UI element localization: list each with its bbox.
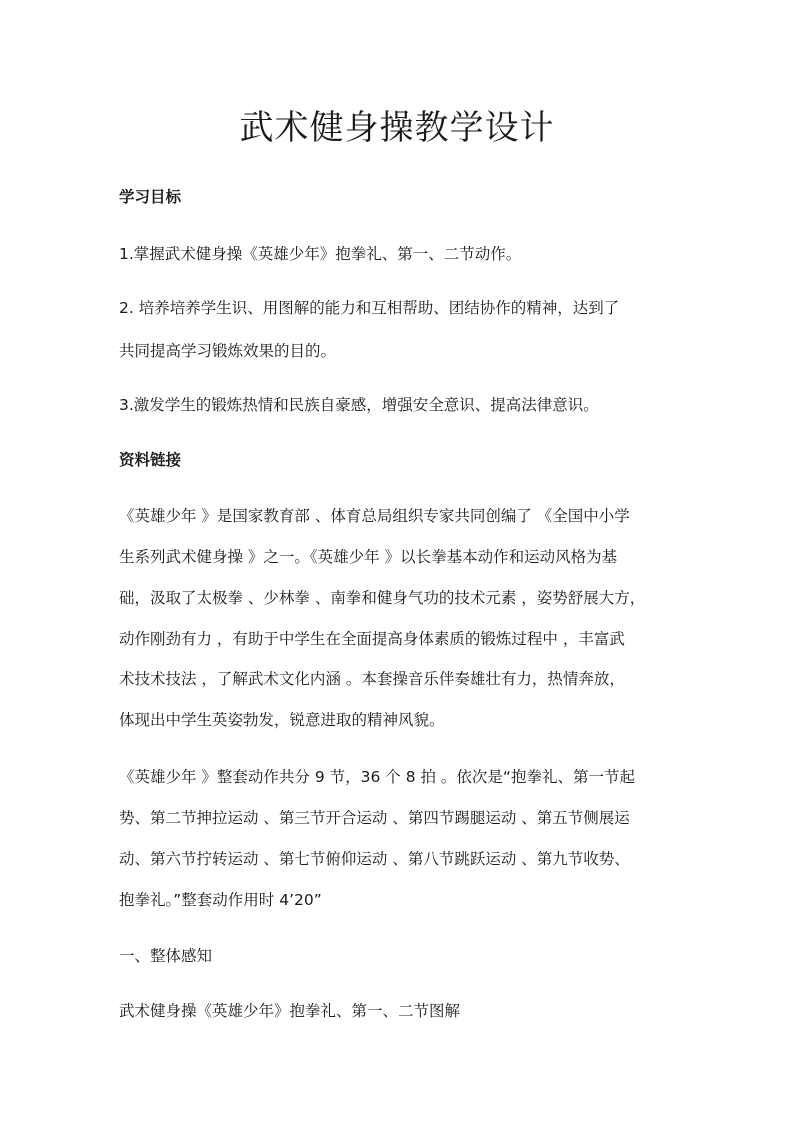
section-heading-perception: 一、整体感知 [119,947,213,965]
paragraph-line: 动作刚劲有力 ，有助于中学生在全面提高身体素质的锻炼过程中 ，丰富武 [119,630,625,648]
paragraph-line: 体现出中学生英姿勃发，锐意进取的精神风貌。 [119,711,445,729]
paragraph-line: 《英雄少年 》是国家教育部 、体育总局组织专家共同创编了 《全国中小学 [119,507,630,525]
paragraph-line: 动、第六节拧转运动 、第七节俯仰运动 、第八节跳跃运动 、第九节收势、 [119,850,630,868]
diagram-caption: 武术健身操《英雄少年》抱拳礼、第一、二节图解 [119,1002,461,1020]
section-heading-links: 资料链接 [119,451,182,469]
paragraph-line: 础，汲取了太极拳 、少林拳 、南拳和健身气功的技术元素 ，姿势舒展大方， [119,589,646,607]
goal-item-2-continued: 共同提高学习锻炼效果的目的。 [119,342,337,360]
paragraph-line: 术技术技法 ，了解武术文化内涵 。本套操音乐伴奏雄壮有力，热情奔放， [119,670,625,688]
goal-item-1: 1.掌握武术健身操《英雄少年》抱拳礼、第一、二节动作。 [119,245,522,263]
paragraph-line: 《英雄少年 》整套动作共分 9 节，36 个 8 拍 。依次是“抱拳礼、第一节起 [119,768,635,786]
goal-item-3: 3.激发学生的锻炼热情和民族自豪感，增强安全意识、提高法律意识。 [119,396,599,414]
section-heading-goals: 学习目标 [119,188,182,206]
paragraph-line: 抱拳礼。”整套动作用时 4’20” [119,891,322,909]
document-title: 武术健身操教学设计 [239,108,555,148]
paragraph-line: 势、第二节抻拉运动 、第三节开合运动 、第四节踢腿运动 、第五节侧展运 [119,809,630,827]
goal-item-2: 2. 培养培养学生识、用图解的能力和互相帮助、团结协作的精神，达到了 [119,299,620,317]
paragraph-line: 生系列武术健身操 》之一。《英雄少年 》以长拳基本动作和运动风格为基 [119,548,618,566]
